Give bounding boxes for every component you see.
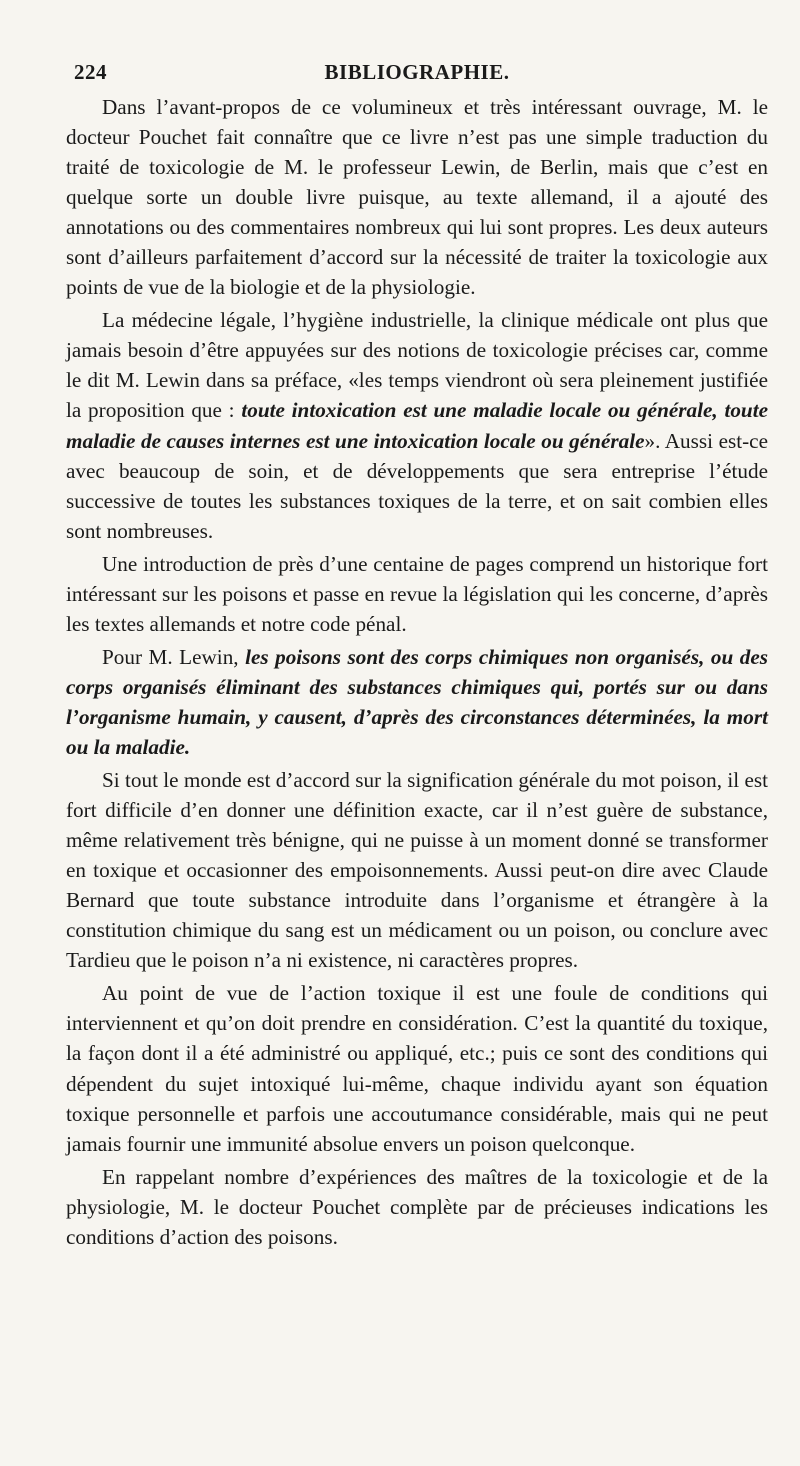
paragraph-4-text-before: Pour M. Lewin,: [102, 644, 246, 669]
page-header: [66, 52, 768, 92]
paragraph-2-italic-quote: toute intoxication est une maladie locale ou générale, toute maladie de causes internes est une intoxication locale ou générale: [66, 398, 769, 453]
paragraph-4-italic-definition: les poisons sont des corps chimiques non organisés, ou des corps organisés éliminant des substances chimiques qui, portés sur ou dans l’organisme humain, y causent, d’après des circonstances déterminées, la mort ou la maladie.: [66, 644, 768, 759]
running-head: BIBLIOGRAPHIE.: [324, 60, 510, 84]
paragraph-3: Une introduction de près d’une centaine de pages comprend un historique fort intéressant sur les poisons et passe en revue la législation qui les concerne, d’après les textes allemands et notre code pénal.: [66, 551, 768, 636]
paragraph-2: [66, 305, 768, 545]
body-text: [66, 92, 768, 1252]
paragraph-6: Au point de vue de l’action toxique il est une foule de conditions qui interviennent et qu’on doit prendre en considération. C’est la quantité du toxique, la façon dont il a été administré ou appliqué, etc.; puis ce sont des conditions qui dépendent du sujet intoxiqué lui-même, chaque individu ayant son équation toxique personnelle et parfois une accoutumance considérable, mais qui ne peut jamais fournir une immunité absolue envers un poison quelconque.: [66, 981, 768, 1156]
page-number: 224: [74, 60, 107, 84]
paragraph-2-text-after: ». Aussi est-ce avec beaucoup de soin, et de développements que sera entreprise l’étude successive de toutes les substances toxiques de la terre, et on sait combien elles sont nombreuses.: [66, 428, 768, 543]
paragraph-5: Si tout le monde est d’accord sur la signification générale du mot poison, il est fort difficile d’en donner une définition exacte, car il n’est guère de substance, même relativement très bénigne, qui ne puisse à un moment donné se transformer en toxique et occasionner des empoisonnements. Aussi peut-on dire avec Claude Bernard que toute substance introduite dans l’organisme et étrangère à la constitution chimique du sang est un médicament ou un poison, ou conclure avec Tardieu que le poison n’a ni existence, ni caractères propres.: [66, 768, 768, 973]
paragraph-1: Dans l’avant-propos de ce volumineux et très intéressant ouvrage, M. le docteur Pouchet fait connaître que ce livre n’est pas une simple traduction du traité de toxicologie de M. le professeur Lewin, de Berlin, mais que c’est en quelque sorte un double livre puisque, au texte allemand, il a ajouté des annotations ou des commentaires nombreux qui lui sont propres. Les deux auteurs sont d’ailleurs parfaitement d’accord sur la nécessité de traiter la toxicologie aux points de vue de la biologie et de la physiologie.: [66, 95, 768, 300]
paragraph-2-text-before: La médecine légale, l’hygiène industrielle, la clinique médicale ont plus que jamais besoin d’être appuyées sur des notions de toxicologie précises car, comme le dit M. Lewin dans sa préface, «les temps viendront où sera pleinement justifiée la proposition que :: [66, 308, 768, 423]
paragraph-7: En rappelant nombre d’expériences des maîtres de la toxicologie et de la physiologie, M. le docteur Pouchet complète par de précieuses indications les conditions d’action des poisons.: [66, 1164, 768, 1249]
paragraph-4: [66, 642, 768, 762]
